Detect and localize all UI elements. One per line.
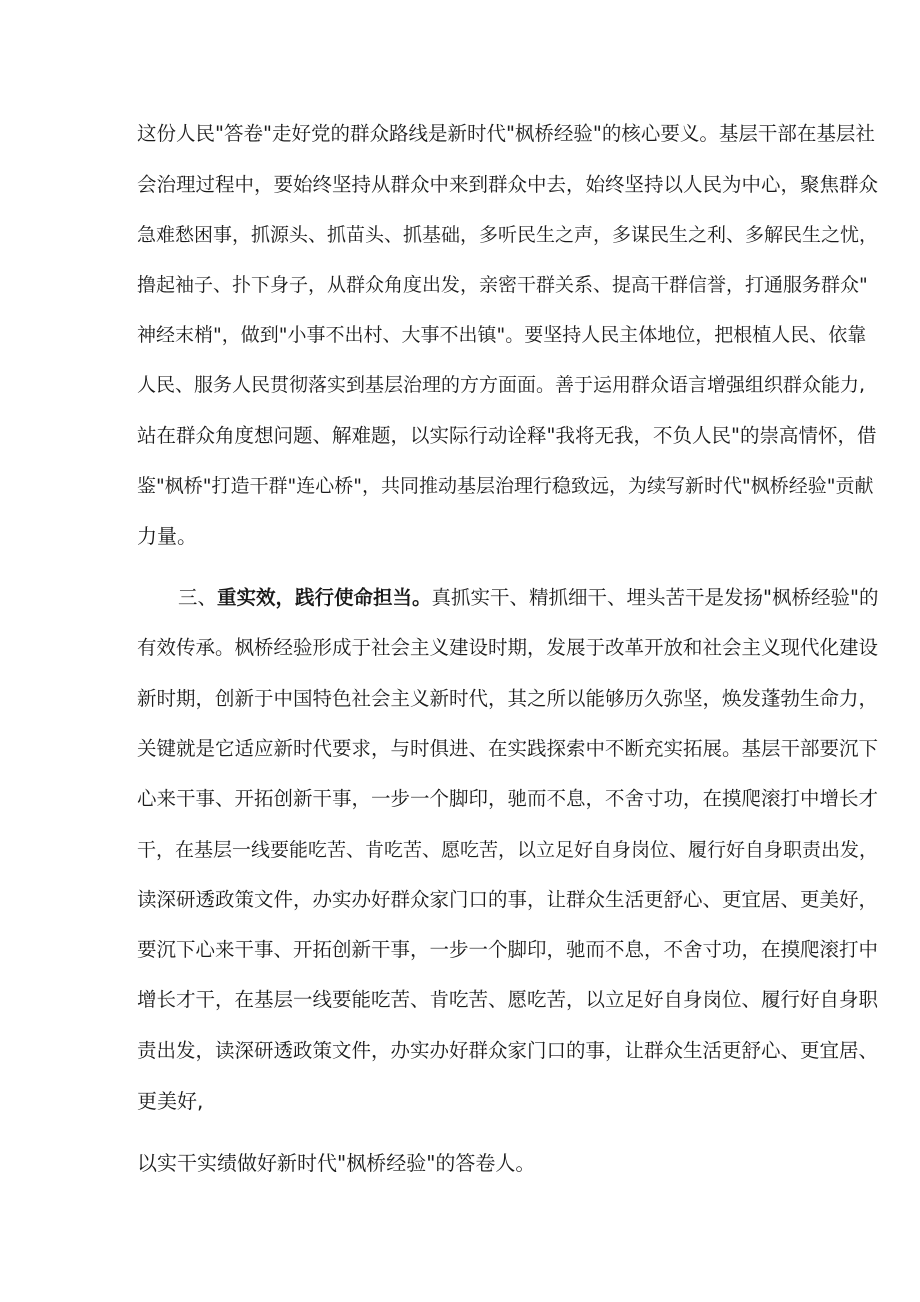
text-line: 神经末梢"，做到"小事不出村、大事不出镇"。要坚持人民主体地位，把根植人民、依靠 — [137, 324, 867, 346]
text-line: 增长才干，在基层一线要能吃苦、肯吃苦、愿吃苦，以立足好自身岗位、履行好自身职 — [137, 988, 879, 1011]
text-line: 关键就是它适应新时代要求，与时俱进、在实践探索中不断充实拓展。基层干部要沉下 — [137, 737, 879, 760]
text-line: 要沉下心来干事、开拓创新干事，一步一个脚印，驰而不息，不舍寸功，在摸爬滚打中 — [137, 938, 879, 961]
text-line: 鉴"枫桥"打造干群"连心桥"，共同推动基层治理行稳致远，为续写新时代"枫桥经验"贡献 — [137, 475, 874, 497]
closing-line: 以实干实绩做好新时代"枫桥经验"的答卷人。 — [137, 1151, 536, 1175]
text-line: 心来干事、开拓创新干事，一步一个脚印，驰而不息，不舍寸功，在摸爬滚打中增长才 — [137, 787, 879, 810]
text-line: 人民、服务人民贯彻落实到基层治理的方方面面。善于运用群众语言增强组织群众能力, — [137, 374, 866, 396]
text-line: 干，在基层一线要能吃苦、肯吃苦、愿吃苦，以立足好自身岗位、履行好自身职责出发， — [137, 839, 879, 861]
text-line: 更美好, — [137, 1089, 204, 1113]
text-line: 新时期，创新于中国特色社会主义新时代，其之所以能够历久弥坚，焕发蓬勃生命力， — [137, 687, 879, 710]
text-line: 读深研透政策文件，办实办好群众家门口的事，让群众生活更舒心、更宜居、更美好， — [137, 888, 879, 911]
section-lead-text: 真抓实干、精抓细干、埋头苦干是发扬"枫桥经验"的 — [431, 586, 879, 609]
text-line: 力量。 — [137, 524, 197, 548]
text-line: 急难愁困事，抓源头、抓苗头、抓基础，多听民生之声，多谋民生之利、多解民生之忧， — [137, 224, 879, 246]
section-number: 三、 — [178, 586, 218, 609]
text-line: 撸起袖子、扑下身子，从群众角度出发，亲密干群关系、提高干群信誉，打通服务群众" — [137, 274, 868, 296]
section-heading-line — [178, 585, 878, 611]
text-line: 会治理过程中，要始终坚持从群众中来到群众中去，始终坚持以人民为中心，聚焦群众 — [137, 173, 879, 196]
text-line: 这份人民"答卷"走好党的群众路线是新时代"枫桥经验"的核心要义。基层干部在基层社 — [137, 122, 875, 145]
text-line: 责出发，读深研透政策文件，办实办好群众家门口的事，让群众生活更舒心、更宜居、 — [137, 1039, 879, 1062]
text-line: 有效传承。枫桥经验形成于社会主义建设时期，发展于改革开放和社会主义现代化建设 — [137, 636, 879, 659]
section-heading: 重实效，践行使命担当。 — [217, 586, 432, 609]
text-line: 站在群众角度想问题、解难题，以实际行动诠释"我将无我，不负人民"的崇高情怀，借 — [137, 424, 877, 447]
